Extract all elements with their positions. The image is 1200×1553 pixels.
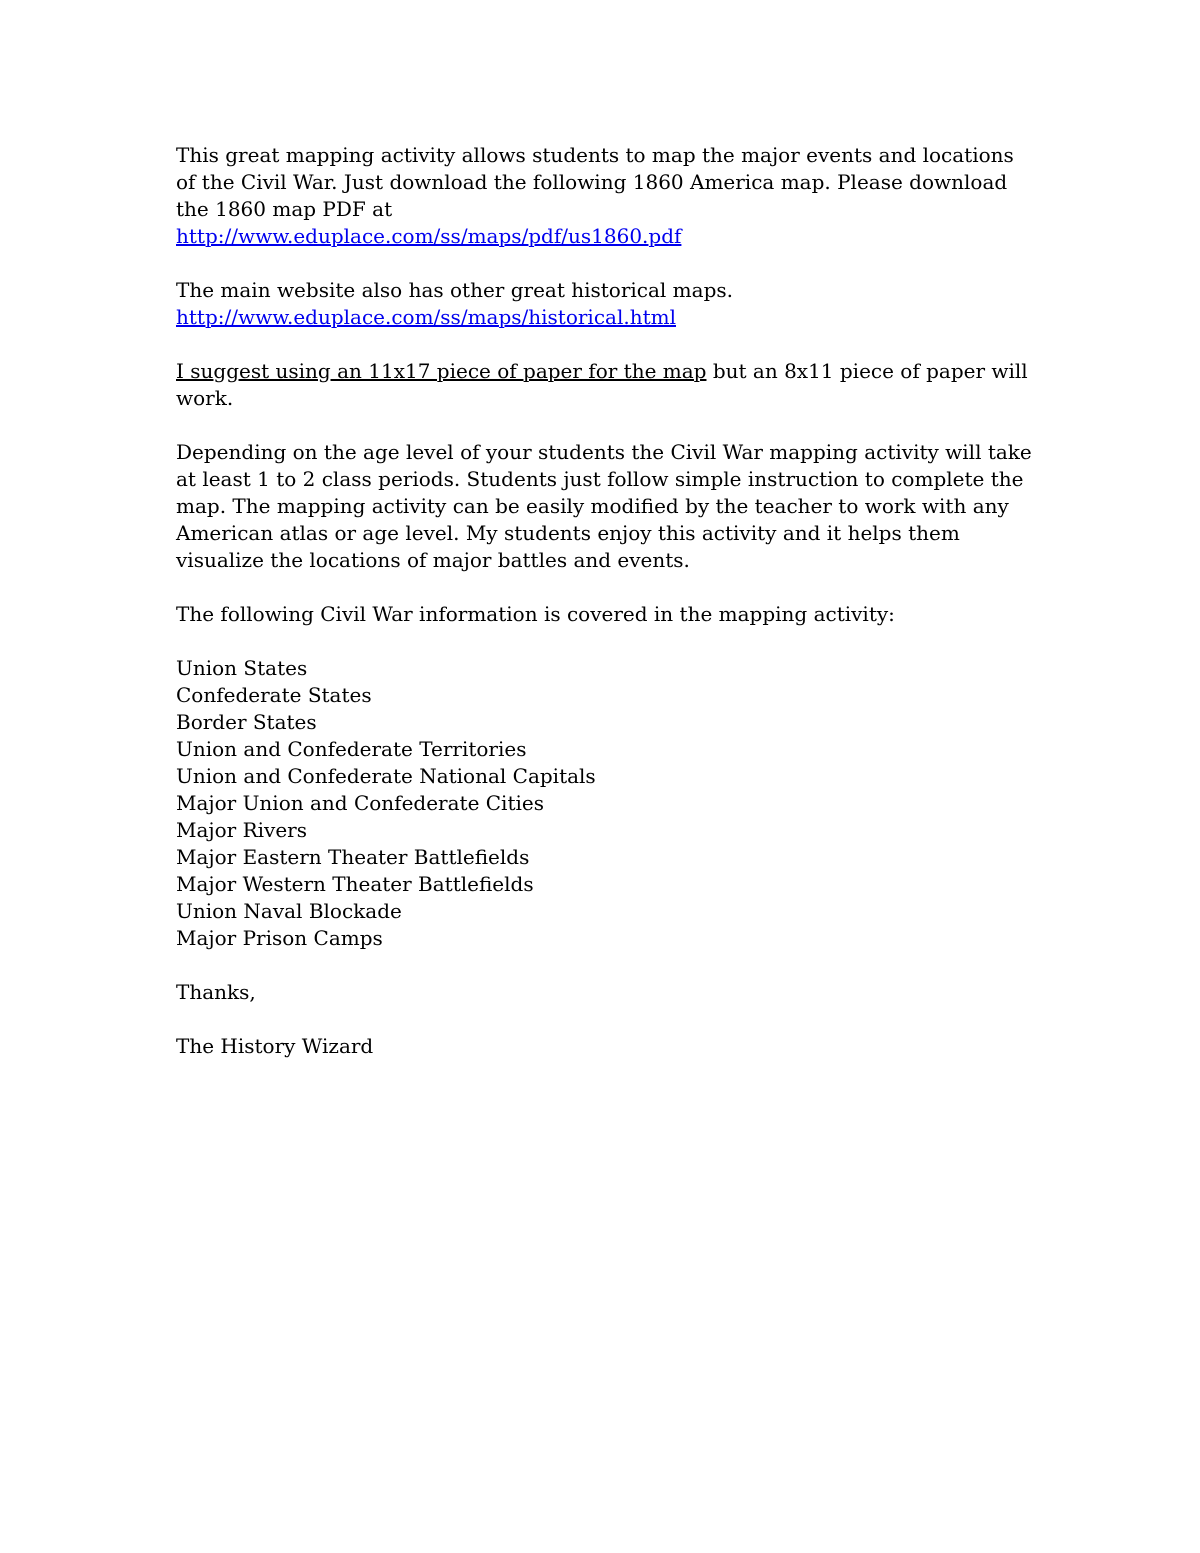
paper-size-paragraph [176,358,1036,412]
paragraph-gap [176,412,1036,439]
list-item: Major Union and Confederate Cities [176,791,544,815]
website-paragraph [176,277,1036,331]
signature: The History Wizard [176,1034,374,1058]
intro-line: the 1860 map PDF at [176,197,393,221]
paragraph-gap [176,1006,1036,1033]
list-item: Union Naval Blockade [176,899,402,923]
historical-maps-link[interactable]: http://www.eduplace.com/ss/maps/historical.html [176,305,676,329]
depending-line: visualize the locations of major battles and events. [176,548,690,572]
us1860-pdf-link[interactable]: http://www.eduplace.com/ss/maps/pdf/us1860.pdf [176,224,682,248]
closing-thanks: Thanks, [176,980,256,1004]
paragraph-gap [176,628,1036,655]
list-item: Major Eastern Theater Battlefields [176,845,530,869]
depending-line: map. The mapping activity can be easily modified by the teacher to work with any [176,494,1009,518]
list-item: Border States [176,710,317,734]
paper-suggestion-line2: work. [176,386,234,410]
covered-list [176,655,1036,952]
intro-line: of the Civil War. Just download the following 1860 America map. Please download [176,170,1008,194]
paper-suggestion-rest: but an 8x11 piece of paper will [706,359,1028,383]
list-item: Union and Confederate National Capitals [176,764,596,788]
depending-line: American atlas or age level. My students enjoy this activity and it helps them [176,521,960,545]
intro-line: This great mapping activity allows students to map the major events and locations [176,143,1014,167]
depending-line: Depending on the age level of your students the Civil War mapping activity will take [176,440,1032,464]
paragraph-gap [176,574,1036,601]
list-item: Major Western Theater Battlefields [176,872,534,896]
website-text: The main website also has other great historical maps. [176,278,733,302]
document-page [176,142,1036,1060]
list-item: Major Prison Camps [176,926,383,950]
depending-line: at least 1 to 2 class periods. Students just follow simple instruction to complete the [176,467,1024,491]
list-item: Union States [176,656,308,680]
depending-paragraph [176,439,1036,574]
list-item: Confederate States [176,683,372,707]
intro-paragraph [176,142,1036,250]
paragraph-gap [176,250,1036,277]
list-item: Union and Confederate Territories [176,737,527,761]
paper-suggestion-underlined: I suggest using an 11x17 piece of paper for the map [176,359,707,383]
covered-intro: The following Civil War information is covered in the mapping activity: [176,602,895,626]
paragraph-gap [176,952,1036,979]
list-item: Major Rivers [176,818,307,842]
paragraph-gap [176,331,1036,358]
